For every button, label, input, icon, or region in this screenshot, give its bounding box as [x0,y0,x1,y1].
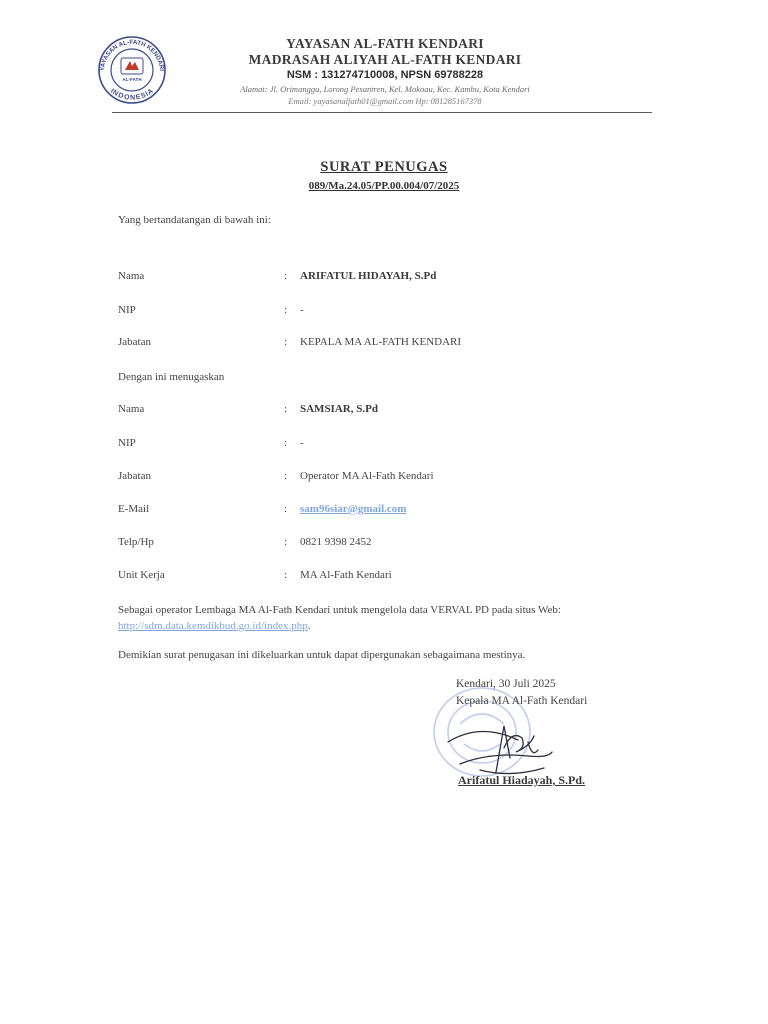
field-label: NIP [118,304,136,316]
field-label: NIP [118,437,136,449]
school-registration: NSM : 131274710008, NPSN 69788228 [286,69,484,81]
letter-title [0,158,768,194]
document-number: 089/Ma.24.05/PP.00.004/07/2025 [308,180,460,192]
school-address: Alamat: Jl. Orimanggu, Lorong Pesantren, Kel. Mokoau, Kec. Kambu, Kota Kendari [240,84,530,94]
closing-text: Demikian surat penugasan ini dikeluarkan untuk dapat dipergunakan sebagaimana mestinya. [118,649,526,661]
svg-text:INDONESIA: INDONESIA [109,87,155,102]
school-name: MADRASAH ALIYAH AL-FATH KENDARI [248,52,522,67]
field-colon: : [284,470,288,482]
document-title: SURAT PENUGAS [320,159,448,175]
assignee-name: SAMSIAR, S.Pd [300,403,378,415]
foundation-name: YAYASAN AL-FATH KENDARI [286,36,484,51]
signer-title: Kepala MA Al-Fath Kendari [456,695,588,707]
purpose-url-line [118,619,310,633]
field-colon: : [284,437,288,449]
signer-position: KEPALA MA AL-FATH KENDARI [300,336,462,348]
place-date: Kendari, 30 Juli 2025 [456,678,556,690]
field-label: Nama [118,270,145,282]
signature-block [456,676,587,710]
verval-url-link[interactable]: http://sdm.data.kemdikbud.go.id/index.php [118,620,308,632]
letterhead [190,36,580,107]
field-label: Jabatan [118,470,151,482]
field-label: E-Mail [118,503,150,515]
field-colon: : [284,536,288,548]
handwritten-signature-icon [440,712,560,782]
letterhead-divider [112,112,652,113]
field-label: Jabatan [118,336,151,348]
field-label: Nama [118,403,145,415]
field-colon: : [284,270,288,282]
field-label: Unit Kerja [118,569,165,581]
school-contact: Email: yayasanalfath01@gmail.com Hp: 081285167378 [288,96,482,106]
signer-signature-name: Arifatul Hiadayah, S.Pd. [458,773,586,787]
field-colon: : [284,336,288,348]
assignee-nip: - [300,437,304,449]
foundation-seal-icon [94,34,170,104]
field-colon: : [284,304,288,316]
assignee-phone: 0821 9398 2452 [300,536,372,548]
field-colon: : [284,403,288,415]
assignee-unit: MA Al-Fath Kendari [300,569,392,581]
svg-text:YAYASAN AL-FATH KENDARI: YAYASAN AL-FATH KENDARI [98,38,165,72]
assignee-email-link[interactable]: sam96siar@gmail.com [300,503,407,515]
intro-text: Yang bertandatangan di bawah ini: [118,214,271,226]
purpose-text: Sebagai operator Lembaga MA Al-Fath Kendari untuk mengelola data VERVAL PD pada situs Web: [118,604,561,616]
signer-name: ARIFATUL HIDAYAH, S.Pd [300,270,437,282]
assign-intro-text: Dengan ini menugaskan [118,371,225,383]
field-label: Telp/Hp [118,536,154,548]
assignee-position: Operator MA Al-Fath Kendari [300,470,434,482]
signer-nip: - [300,304,304,316]
purpose-period: . [307,620,311,632]
field-colon: : [284,503,288,515]
svg-text:AL-FATH: AL-FATH [122,77,142,82]
field-colon: : [284,569,288,581]
